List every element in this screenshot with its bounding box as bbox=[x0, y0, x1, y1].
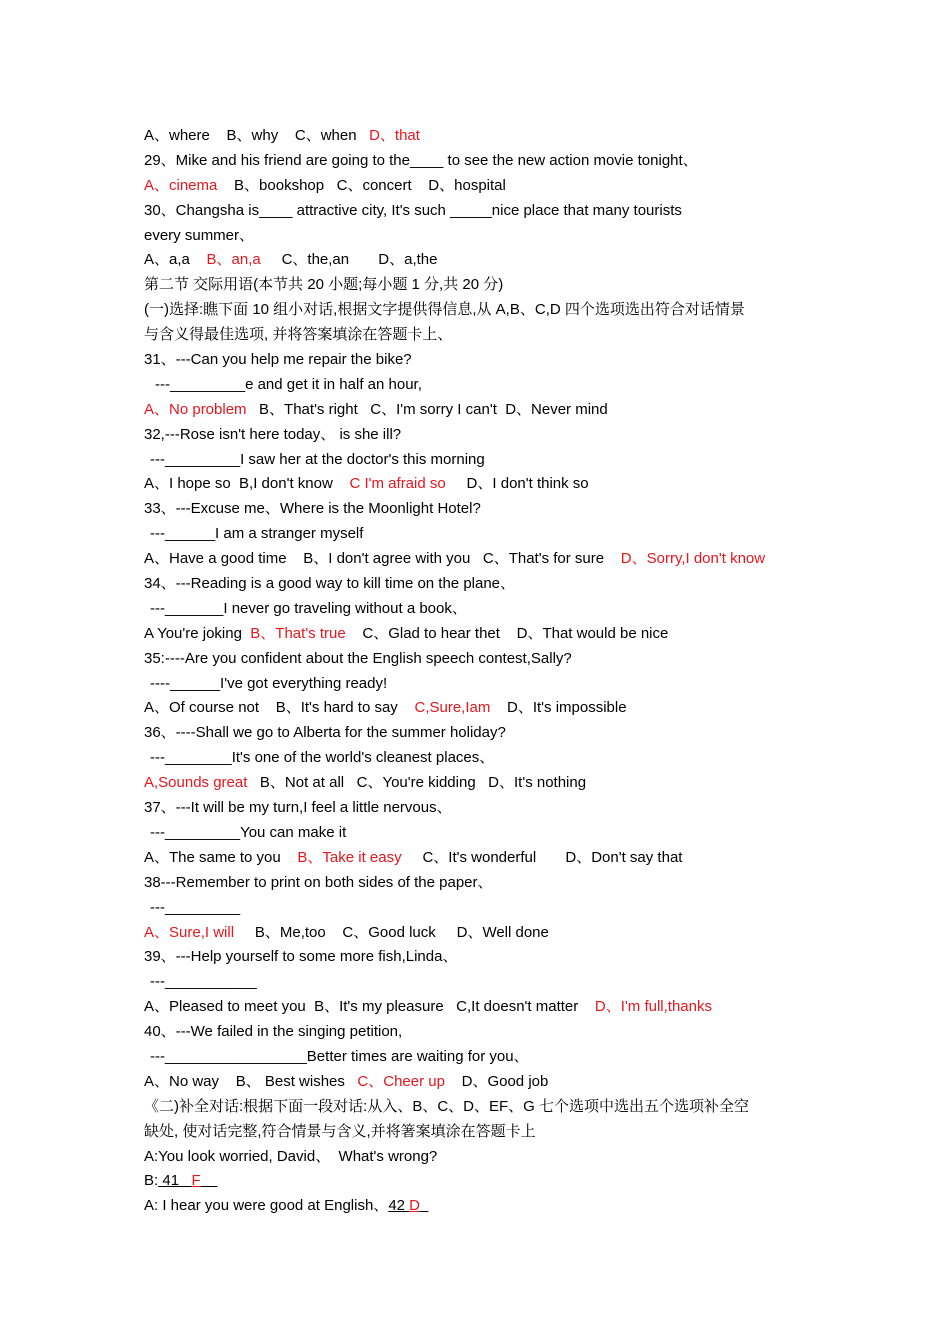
text-segment: A、where B、why C、when bbox=[144, 127, 370, 144]
text-line bbox=[144, 248, 824, 273]
answer-text: A、Sure,I will bbox=[144, 923, 235, 941]
text-segment: ---_________I saw her at the doctor's this morning bbox=[150, 450, 485, 468]
text-segment bbox=[201, 1172, 218, 1189]
text-segment: ----______I've got everything ready! bbox=[150, 674, 388, 692]
text-line bbox=[144, 1045, 824, 1070]
text-segment: A、No way B、 Best wishes bbox=[144, 1072, 358, 1090]
text-segment: ---_________You can make it bbox=[150, 823, 347, 841]
text-segment: 41 bbox=[158, 1172, 192, 1190]
answer-text: F bbox=[191, 1172, 201, 1190]
text-line bbox=[144, 1095, 824, 1120]
answer-text: C I'm afraid so bbox=[349, 475, 446, 493]
text-segment: 40、---We failed in the singing petition, bbox=[144, 1023, 403, 1041]
answer-text: A、cinema bbox=[144, 176, 218, 194]
text-line bbox=[144, 1120, 824, 1145]
text-segment: D、It's impossible bbox=[490, 699, 627, 717]
text-segment: B、Not at all C、You're kidding D、It's nothing bbox=[247, 774, 587, 792]
text-line bbox=[144, 1020, 824, 1045]
text-segment: B: bbox=[144, 1172, 159, 1190]
text-line bbox=[144, 348, 824, 373]
text-segment: B、bookshop C、concert D、hospital bbox=[217, 176, 506, 194]
text-line bbox=[144, 721, 824, 746]
text-line bbox=[144, 1194, 824, 1219]
text-segment: ---___________ bbox=[150, 973, 257, 991]
text-line bbox=[144, 448, 824, 473]
text-line bbox=[144, 174, 824, 199]
text-line bbox=[144, 970, 824, 995]
text-segment: A、The same to you bbox=[144, 848, 298, 866]
text-segment: 31、---Can you help me repair the bike? bbox=[144, 351, 412, 369]
text-line bbox=[144, 497, 824, 522]
text-line bbox=[144, 273, 824, 298]
text-line bbox=[144, 224, 824, 249]
text-line bbox=[144, 896, 824, 921]
text-line bbox=[144, 622, 824, 647]
text-segment: B、That's right C、I'm sorry I can't D、Never mind bbox=[246, 400, 608, 418]
text-line bbox=[144, 323, 824, 348]
text-line bbox=[144, 1070, 824, 1095]
answer-text: C、Cheer up bbox=[357, 1072, 445, 1090]
text-line bbox=[144, 597, 824, 622]
text-line bbox=[144, 124, 824, 149]
text-line bbox=[144, 846, 824, 871]
text-segment: B、Me,too C、Good luck D、Well done bbox=[234, 923, 549, 941]
text-segment: D、Good job bbox=[444, 1072, 549, 1090]
text-segment: 32,---Rose isn't here today、 is she ill? bbox=[144, 425, 402, 443]
text-segment: A、Of course not B、It's hard to say bbox=[144, 699, 415, 717]
answer-text: B、That's true bbox=[250, 624, 346, 642]
text-line bbox=[144, 1169, 824, 1194]
answer-text: D、Sorry,I don't know bbox=[620, 550, 766, 568]
text-line bbox=[144, 995, 824, 1020]
text-line bbox=[144, 871, 824, 896]
text-segment: 39、---Help yourself to some more fish,Linda、 bbox=[144, 948, 458, 966]
text-line bbox=[144, 199, 824, 224]
text-segment: 35:----Are you confident about the English speech contest,Sally? bbox=[144, 649, 572, 667]
text-segment: 第二节 交际用语(本节共 20 小题;每小题 1 分,共 20 分) bbox=[144, 276, 504, 294]
text-segment: ---______I am a stranger myself bbox=[150, 525, 364, 543]
text-segment: 29、Mike and his friend are going to the____ to see the new action movie tonight、 bbox=[144, 151, 698, 169]
text-line bbox=[144, 696, 824, 721]
text-segment: A、Have a good time B、I don't agree with you C、That's for sure bbox=[144, 550, 621, 568]
text-line bbox=[144, 821, 824, 846]
answer-text: C,Sure,Iam bbox=[414, 699, 491, 717]
text-line bbox=[144, 547, 824, 572]
text-line bbox=[144, 921, 824, 946]
text-line bbox=[144, 746, 824, 771]
text-segment: 37、---It will be my turn,I feel a little nervous、 bbox=[144, 799, 452, 817]
text-line bbox=[144, 373, 824, 398]
answer-text: B、an,a bbox=[206, 251, 261, 269]
answer-text: D、I'm full,thanks bbox=[594, 998, 712, 1016]
text-segment: (一)选择:瞧下面 10 组小对话,根据文字提供得信息,从 A,B、C,D 四个选项选出符合对话情景 bbox=[144, 301, 745, 319]
text-segment: 34、---Reading is a good way to kill time on the plane、 bbox=[144, 575, 516, 593]
answer-text: D、that bbox=[369, 127, 420, 144]
text-segment: 《二)补全对话:根据下面一段对话:从入、B、C、D、EF、G 七个选项中选出五个选项补全空 bbox=[144, 1097, 750, 1115]
text-line bbox=[144, 423, 824, 448]
text-line bbox=[144, 945, 824, 970]
text-line bbox=[144, 522, 824, 547]
text-segment: 42 bbox=[388, 1197, 410, 1215]
text-line bbox=[144, 771, 824, 796]
answer-text: B、Take it easy bbox=[297, 848, 402, 866]
text-line bbox=[144, 398, 824, 423]
text-segment: A:You look worried, David、 What's wrong? bbox=[144, 1147, 438, 1165]
text-segment: A、Pleased to meet you B、It's my pleasure C,It doesn't matter bbox=[144, 998, 595, 1016]
text-segment: 33、---Excuse me、Where is the Moonlight Hotel? bbox=[144, 500, 481, 518]
text-segment: A You're joking bbox=[144, 624, 251, 642]
text-line bbox=[144, 647, 824, 672]
text-segment: A、a,a bbox=[144, 251, 207, 269]
document-page bbox=[144, 124, 824, 1219]
text-segment: A: I hear you were good at English、 bbox=[144, 1197, 389, 1215]
text-segment: 30、Changsha is____ attractive city, It's such _____nice place that many tourists bbox=[144, 201, 682, 219]
answer-text: A,Sounds great bbox=[144, 774, 248, 792]
text-line bbox=[144, 672, 824, 697]
text-segment: 38---Remember to print on both sides of the paper、 bbox=[144, 873, 493, 891]
text-segment: D、I don't think so bbox=[445, 475, 589, 493]
text-segment: C、It's wonderful D、Don't say that bbox=[401, 848, 683, 866]
answer-text: A、No problem bbox=[144, 400, 247, 418]
text-segment bbox=[420, 1197, 428, 1214]
text-line bbox=[144, 572, 824, 597]
text-line bbox=[144, 472, 824, 497]
text-segment: 36、----Shall we go to Alberta for the summer holiday? bbox=[144, 724, 506, 742]
answer-text: D bbox=[409, 1197, 421, 1215]
text-line bbox=[144, 796, 824, 821]
text-segment: every summer、 bbox=[144, 226, 255, 244]
text-segment: 缺处, 使对话完整,符合情景与含义,并将箸案填涂在答题卡上 bbox=[144, 1122, 536, 1140]
text-segment: A、I hope so B,I don't know bbox=[144, 475, 350, 493]
text-line bbox=[144, 149, 824, 174]
text-segment: 与含义得最佳选项, 并将答案填涂在答题卡上、 bbox=[144, 326, 453, 344]
text-segment: ---_______I never go traveling without a book、 bbox=[150, 599, 467, 617]
text-segment: ---_________e and get it in half an hour, bbox=[155, 375, 422, 393]
text-segment: C、Glad to hear thet D、That would be nice bbox=[345, 624, 669, 642]
text-line bbox=[144, 1145, 824, 1170]
text-segment: C、the,an D、a,the bbox=[260, 251, 438, 269]
text-line bbox=[144, 298, 824, 323]
text-segment: ---_________ bbox=[150, 898, 241, 916]
text-segment: ---________It's one of the world's cleanest places、 bbox=[150, 749, 495, 767]
text-segment: ---_________________Better times are waiting for you、 bbox=[150, 1047, 529, 1065]
